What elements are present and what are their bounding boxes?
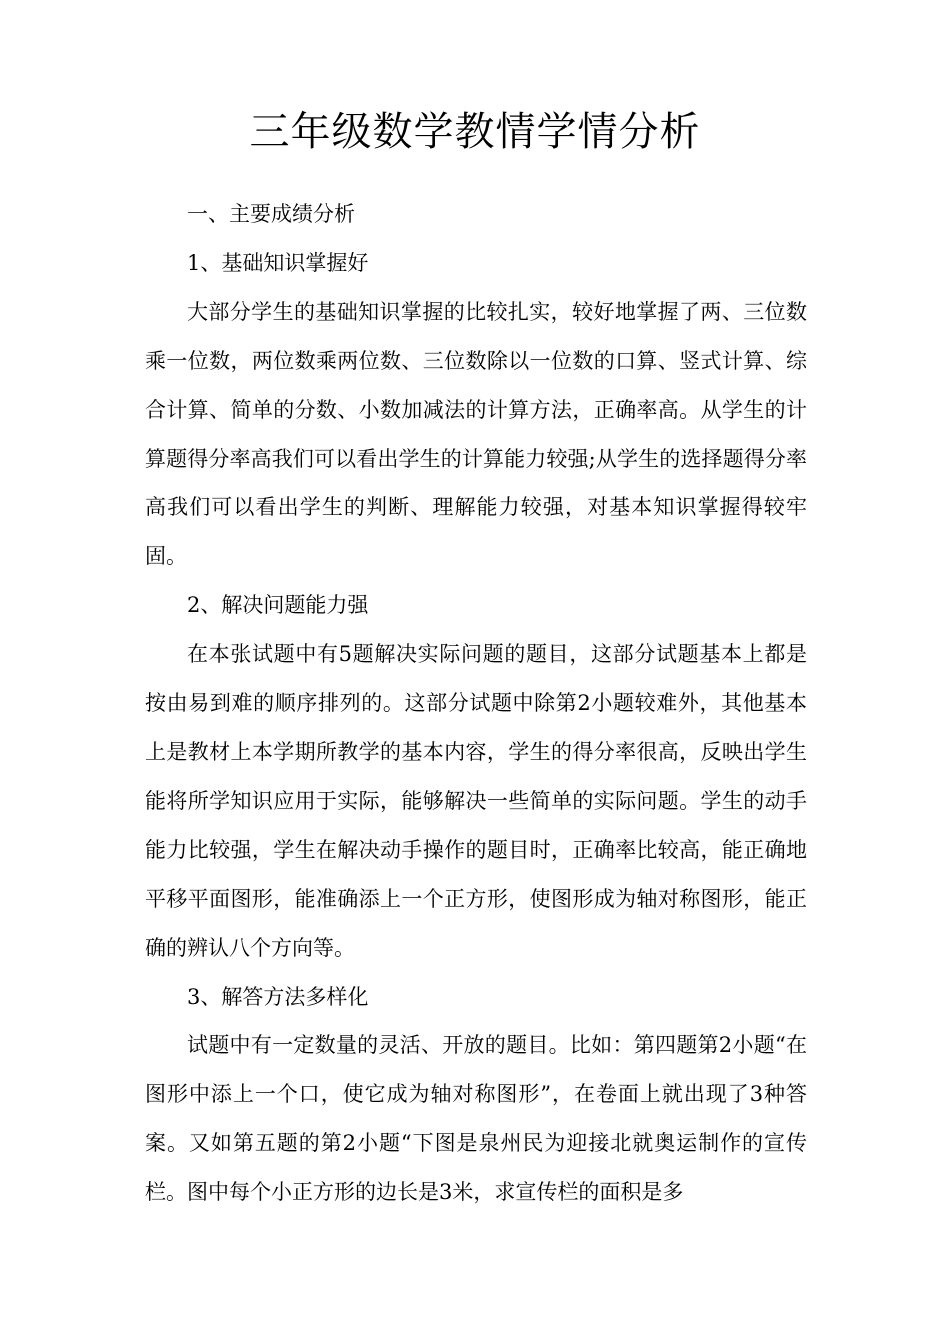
- document-title: 三年级数学教情学情分析: [249, 109, 701, 155]
- subheading-diverse-methods: 3、解答方法多样化: [187, 984, 369, 1009]
- section-heading-main-achievements: 一、主要成绩分析: [187, 202, 355, 226]
- subheading-problem-solving: 2、解决问题能力强: [187, 593, 369, 618]
- paragraph-basic-knowledge: 大部分学生的基础知识掌握的比较扎实，较好地掌握了两、三位数乘一位数，两位数乘两位数、三位数除以一位数的口算、竖式计算、综合计算、简单的分数、小数加减法的计算方法，正确率高。从学生的计算题得分率高我们可以看出学生的计算能力较强;从学生的选择题得分率高我们可以看出学生的判断、理解能力较强，对基本知识掌握得较牢固。: [145, 299, 807, 569]
- subheading-basic-knowledge: 1、基础知识掌握好: [187, 250, 369, 275]
- document-body: [145, 190, 807, 1217]
- paragraph-diverse-methods: 试题中有一定数量的灵活、开放的题目。比如：第四题第2小题“在图形中添上一个口，使它成为轴对称图形”，在卷面上就出现了3种答案。又如第五题的第2小题“下图是泉州民为迎接北就奥运制作的宣传栏。图中每个小正方形的边长是3米，求宣传栏的面积是多: [145, 1033, 807, 1205]
- paragraph-problem-solving: 在本张试题中有5题解决实际问题的题目，这部分试题基本上都是按由易到难的顺序排列的。这部分试题中除第2小题较难外，其他基本上是教材上本学期所教学的基本内容，学生的得分率很高，反映出学生能将所学知识应用于实际，能够解决一些简单的实际问题。学生的动手能力比较强，学生在解决动手操作的题目时，正确率比较高，能正确地平移平面图形，能准确添上一个正方形，使图形成为轴对称图形，能正确的辨认八个方向等。: [145, 642, 807, 960]
